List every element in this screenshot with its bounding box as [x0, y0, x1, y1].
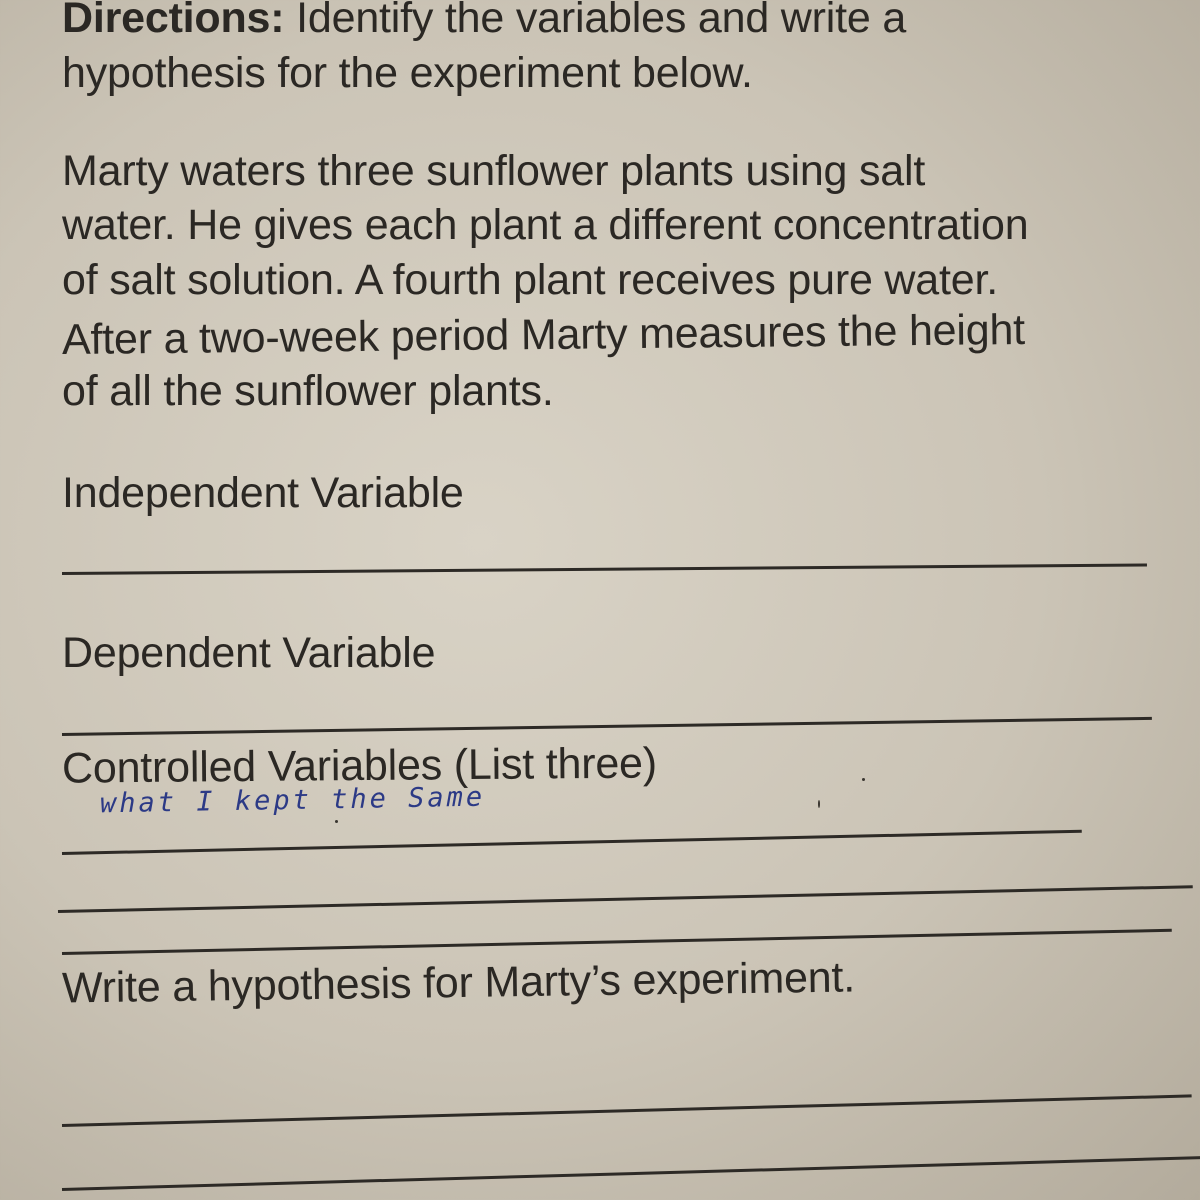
- directions-label: Directions:: [62, 0, 285, 42]
- dependent-answer-line[interactable]: [62, 717, 1152, 736]
- hypothesis-answer-line-2[interactable]: [62, 1156, 1200, 1191]
- dependent-variable-label: Dependent Variable: [62, 629, 436, 677]
- controlled-answer-line-1[interactable]: [62, 830, 1082, 855]
- paragraph-line-1: Marty waters three sunflower plants using salt: [62, 147, 926, 195]
- controlled-answer-line-2[interactable]: [58, 885, 1193, 913]
- hypothesis-answer-line-1[interactable]: [62, 1094, 1192, 1127]
- directions-line-1: [62, 0, 906, 46]
- independent-answer-line[interactable]: [62, 563, 1147, 575]
- independent-variable-label: Independent Variable: [62, 469, 464, 517]
- paragraph-line-2: water. He gives each plant a different concentration: [62, 201, 1029, 249]
- handwritten-answer: what I kept the Same: [99, 781, 486, 820]
- paragraph-line-4: After a two-week period Marty measures the height: [61, 305, 1026, 365]
- pen-dot: [862, 778, 865, 781]
- pen-dot: [335, 820, 338, 823]
- controlled-variables-label: Controlled Variables (List three): [61, 739, 658, 793]
- directions-text: Identify the variables and write a: [284, 0, 907, 42]
- directions-line-2: hypothesis for the experiment below.: [62, 49, 753, 97]
- pen-mark: [818, 800, 820, 808]
- paragraph-line-3: of salt solution. A fourth plant receives pure water.: [62, 256, 998, 304]
- controlled-answer-line-3[interactable]: [62, 929, 1172, 955]
- paragraph-line-5: of all the sunflower plants.: [62, 367, 554, 415]
- hypothesis-label: Write a hypothesis for Marty’s experiment.: [61, 953, 856, 1013]
